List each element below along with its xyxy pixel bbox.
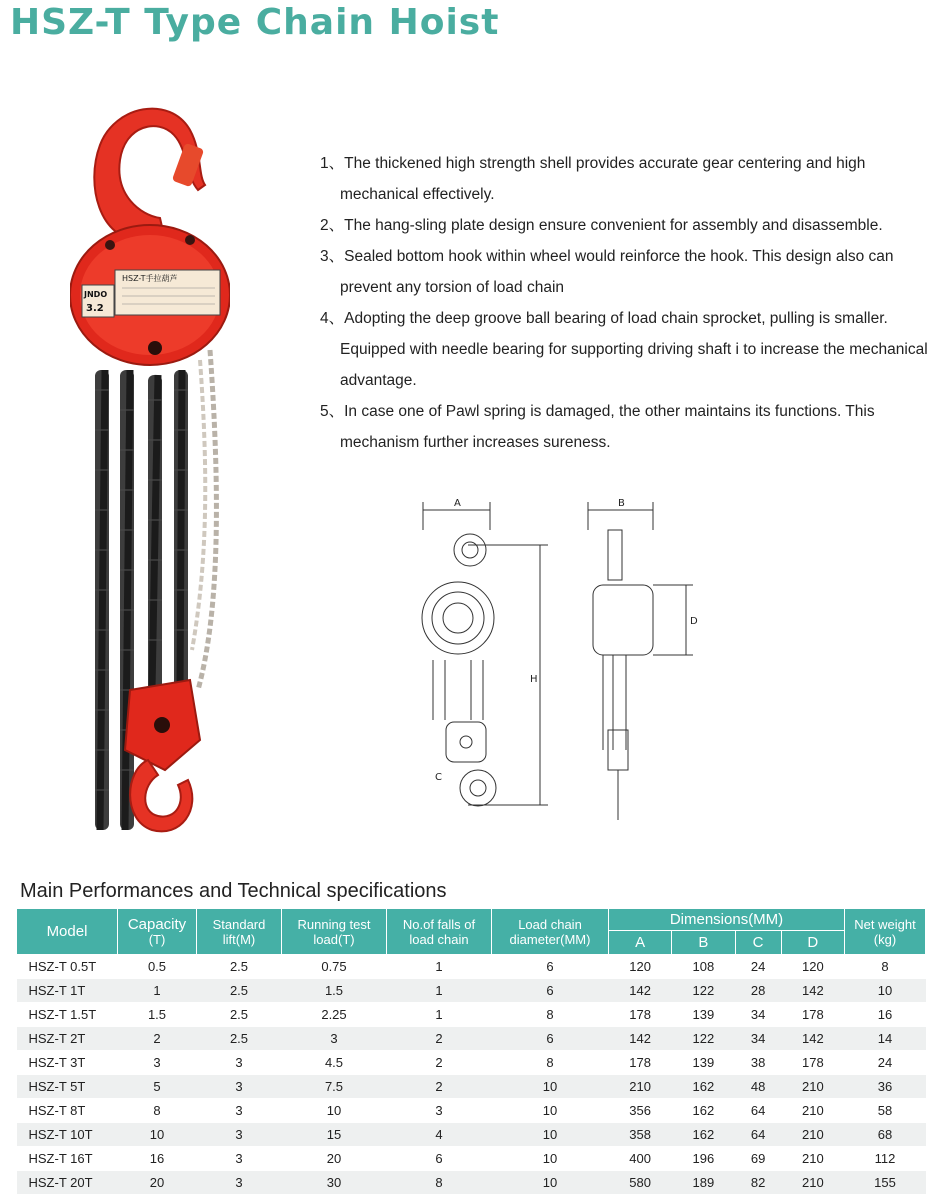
table-cell: 178 — [781, 1051, 844, 1075]
table-cell: 1 — [387, 1003, 492, 1027]
table-cell: 2.25 — [282, 1003, 387, 1027]
table-cell: 3 — [118, 1051, 197, 1075]
table-cell: 1 — [387, 979, 492, 1003]
table-cell: 34 — [735, 1003, 781, 1027]
table-row — [17, 1027, 926, 1051]
table-cell: 210 — [781, 1075, 844, 1099]
table-cell: 1 — [118, 979, 197, 1003]
model-cell: HSZ-T 0.5T — [17, 955, 118, 979]
table-cell: 20 — [282, 1147, 387, 1171]
header-lift: Standard lift(M) — [197, 909, 282, 955]
table-cell: 10 — [282, 1099, 387, 1123]
table-cell: 64 — [735, 1123, 781, 1147]
table-row — [17, 1051, 926, 1075]
model-cell: HSZ-T 5T — [17, 1075, 118, 1099]
table-cell: 10 — [492, 1123, 609, 1147]
table-cell: 6 — [387, 1147, 492, 1171]
header-chain: Load chain diameter(MM) — [492, 909, 609, 955]
table-cell: 162 — [672, 1123, 735, 1147]
label-name: HSZ-T手拉葫芦 — [122, 274, 178, 283]
table-cell: 28 — [735, 979, 781, 1003]
table-row — [17, 1123, 926, 1147]
table-cell: 3 — [197, 1099, 282, 1123]
table-cell: 108 — [672, 955, 735, 979]
table-cell: 400 — [609, 1147, 672, 1171]
header-dimensions: Dimensions(MM) — [609, 909, 845, 931]
model-cell: HSZ-T 20T — [17, 1171, 118, 1195]
table-cell: 69 — [735, 1147, 781, 1171]
table-cell: 24 — [735, 955, 781, 979]
table-cell: 3 — [197, 1075, 282, 1099]
feature-4: 4、Adopting the deep groove ball bearing of load chain sprocket, pulling is smaller. Equipped with needle bearing for supporting driving shaft i to increase the mechanical advantage. — [320, 310, 928, 389]
table-cell: 3 — [197, 1171, 282, 1195]
table-cell: 120 — [609, 955, 672, 979]
table-row — [17, 955, 926, 979]
header-a: A — [609, 931, 672, 955]
table-cell: 20 — [118, 1171, 197, 1195]
table-cell: 142 — [609, 979, 672, 1003]
table-cell: 36 — [845, 1075, 926, 1099]
table-cell: 2 — [387, 1027, 492, 1051]
header-d: D — [781, 931, 844, 955]
header-weight: Net weight (kg) — [845, 909, 926, 955]
table-cell: 162 — [672, 1075, 735, 1099]
model-cell: HSZ-T 1T — [17, 979, 118, 1003]
table-cell: 2 — [387, 1075, 492, 1099]
table-cell: 122 — [672, 979, 735, 1003]
table-cell: 10 — [118, 1123, 197, 1147]
table-row — [17, 1147, 926, 1171]
table-cell: 7.5 — [282, 1075, 387, 1099]
table-cell: 10 — [492, 1099, 609, 1123]
table-cell: 189 — [672, 1171, 735, 1195]
table-cell: 6 — [492, 955, 609, 979]
table-cell: 210 — [781, 1171, 844, 1195]
table-cell: 38 — [735, 1051, 781, 1075]
table-row — [17, 979, 926, 1003]
table-cell: 2.5 — [197, 955, 282, 979]
table-cell: 1.5 — [282, 979, 387, 1003]
table-cell: 14 — [845, 1027, 926, 1051]
table-cell: 30 — [282, 1171, 387, 1195]
table-cell: 34 — [735, 1027, 781, 1051]
table-cell: 64 — [735, 1099, 781, 1123]
table-cell: 3 — [387, 1099, 492, 1123]
table-cell: 210 — [781, 1123, 844, 1147]
table-cell: 48 — [735, 1075, 781, 1099]
header-c: C — [735, 931, 781, 955]
table-cell: 8 — [845, 955, 926, 979]
table-cell: 178 — [781, 1003, 844, 1027]
table-cell: 16 — [118, 1147, 197, 1171]
feature-2: 2、The hang-sling plate design ensure convenient for assembly and disassemble. — [320, 217, 883, 234]
table-cell: 139 — [672, 1003, 735, 1027]
table-cell: 358 — [609, 1123, 672, 1147]
table-cell: 5 — [118, 1075, 197, 1099]
table-cell: 210 — [781, 1099, 844, 1123]
model-cell: HSZ-T 2T — [17, 1027, 118, 1051]
table-cell: 139 — [672, 1051, 735, 1075]
spec-table — [16, 908, 926, 1195]
table-cell: 178 — [609, 1051, 672, 1075]
table-cell: 8 — [492, 1051, 609, 1075]
table-cell: 68 — [845, 1123, 926, 1147]
header-model: Model — [17, 909, 118, 955]
header-capacity: Capacity (T) — [118, 909, 197, 955]
table-cell: 120 — [781, 955, 844, 979]
table-row — [17, 1099, 926, 1123]
feature-1: 1、The thickened high strength shell provides accurate gear centering and high mechanical effectively. — [320, 155, 866, 203]
table-cell: 2 — [118, 1027, 197, 1051]
table-cell: 142 — [781, 979, 844, 1003]
model-cell: HSZ-T 1.5T — [17, 1003, 118, 1027]
table-row — [17, 1003, 926, 1027]
table-cell: 58 — [845, 1099, 926, 1123]
table-cell: 210 — [609, 1075, 672, 1099]
table-cell: 122 — [672, 1027, 735, 1051]
table-cell: 196 — [672, 1147, 735, 1171]
table-cell: 10 — [492, 1171, 609, 1195]
model-cell: HSZ-T 3T — [17, 1051, 118, 1075]
dim-label-d: D — [690, 616, 698, 627]
model-cell: HSZ-T 16T — [17, 1147, 118, 1171]
table-cell: 3 — [197, 1147, 282, 1171]
table-cell: 10 — [492, 1075, 609, 1099]
table-cell: 15 — [282, 1123, 387, 1147]
table-cell: 2.5 — [197, 1003, 282, 1027]
table-cell: 10 — [492, 1147, 609, 1171]
table-cell: 10 — [845, 979, 926, 1003]
table-cell: 8 — [492, 1003, 609, 1027]
feature-3: 3、Sealed bottom hook within wheel would reinforce the hook. This design also can prevent any torsion of load chain — [320, 248, 894, 296]
table-cell: 2.5 — [197, 979, 282, 1003]
table-cell: 6 — [492, 1027, 609, 1051]
table-cell: 210 — [781, 1147, 844, 1171]
header-b: B — [672, 931, 735, 955]
dim-label-b: B — [618, 498, 625, 509]
model-cell: HSZ-T 10T — [17, 1123, 118, 1147]
header-falls: No.of falls of load chain — [387, 909, 492, 955]
table-cell: 3 — [197, 1051, 282, 1075]
dimension-diagram — [408, 490, 708, 830]
table-cell: 1.5 — [118, 1003, 197, 1027]
feature-5: 5、In case one of Pawl spring is damaged, the other maintains its functions. This mechanism further increases sureness. — [320, 403, 875, 451]
table-cell: 356 — [609, 1099, 672, 1123]
dim-label-a: A — [454, 498, 461, 509]
label-brand: JNDO — [84, 290, 108, 299]
header-load: Running test load(T) — [282, 909, 387, 955]
table-cell: 4 — [387, 1123, 492, 1147]
feature-list — [320, 148, 930, 458]
table-cell: 162 — [672, 1099, 735, 1123]
table-cell: 142 — [609, 1027, 672, 1051]
table-cell: 2 — [387, 1051, 492, 1075]
table-row — [17, 1171, 926, 1195]
table-cell: 155 — [845, 1171, 926, 1195]
label-capacity: 3.2 — [86, 303, 104, 314]
table-cell: 142 — [781, 1027, 844, 1051]
table-cell: 24 — [845, 1051, 926, 1075]
table-cell: 2.5 — [197, 1027, 282, 1051]
spec-table-body — [17, 955, 926, 1195]
table-cell: 0.75 — [282, 955, 387, 979]
table-cell: 3 — [282, 1027, 387, 1051]
dim-label-h: H — [530, 674, 538, 685]
table-cell: 82 — [735, 1171, 781, 1195]
page-title: HSZ-T Type Chain Hoist — [10, 2, 500, 43]
table-cell: 6 — [492, 979, 609, 1003]
table-cell: 4.5 — [282, 1051, 387, 1075]
table-cell: 1 — [387, 955, 492, 979]
table-cell: 0.5 — [118, 955, 197, 979]
section-title: Main Performances and Technical specifications — [20, 880, 447, 902]
model-cell: HSZ-T 8T — [17, 1099, 118, 1123]
table-cell: 178 — [609, 1003, 672, 1027]
chain-hoist-photo — [70, 90, 230, 855]
table-cell: 16 — [845, 1003, 926, 1027]
table-cell: 8 — [118, 1099, 197, 1123]
table-cell: 8 — [387, 1171, 492, 1195]
dim-label-c: C — [435, 772, 442, 783]
table-cell: 112 — [845, 1147, 926, 1171]
table-row — [17, 1075, 926, 1099]
table-cell: 580 — [609, 1171, 672, 1195]
table-cell: 3 — [197, 1123, 282, 1147]
